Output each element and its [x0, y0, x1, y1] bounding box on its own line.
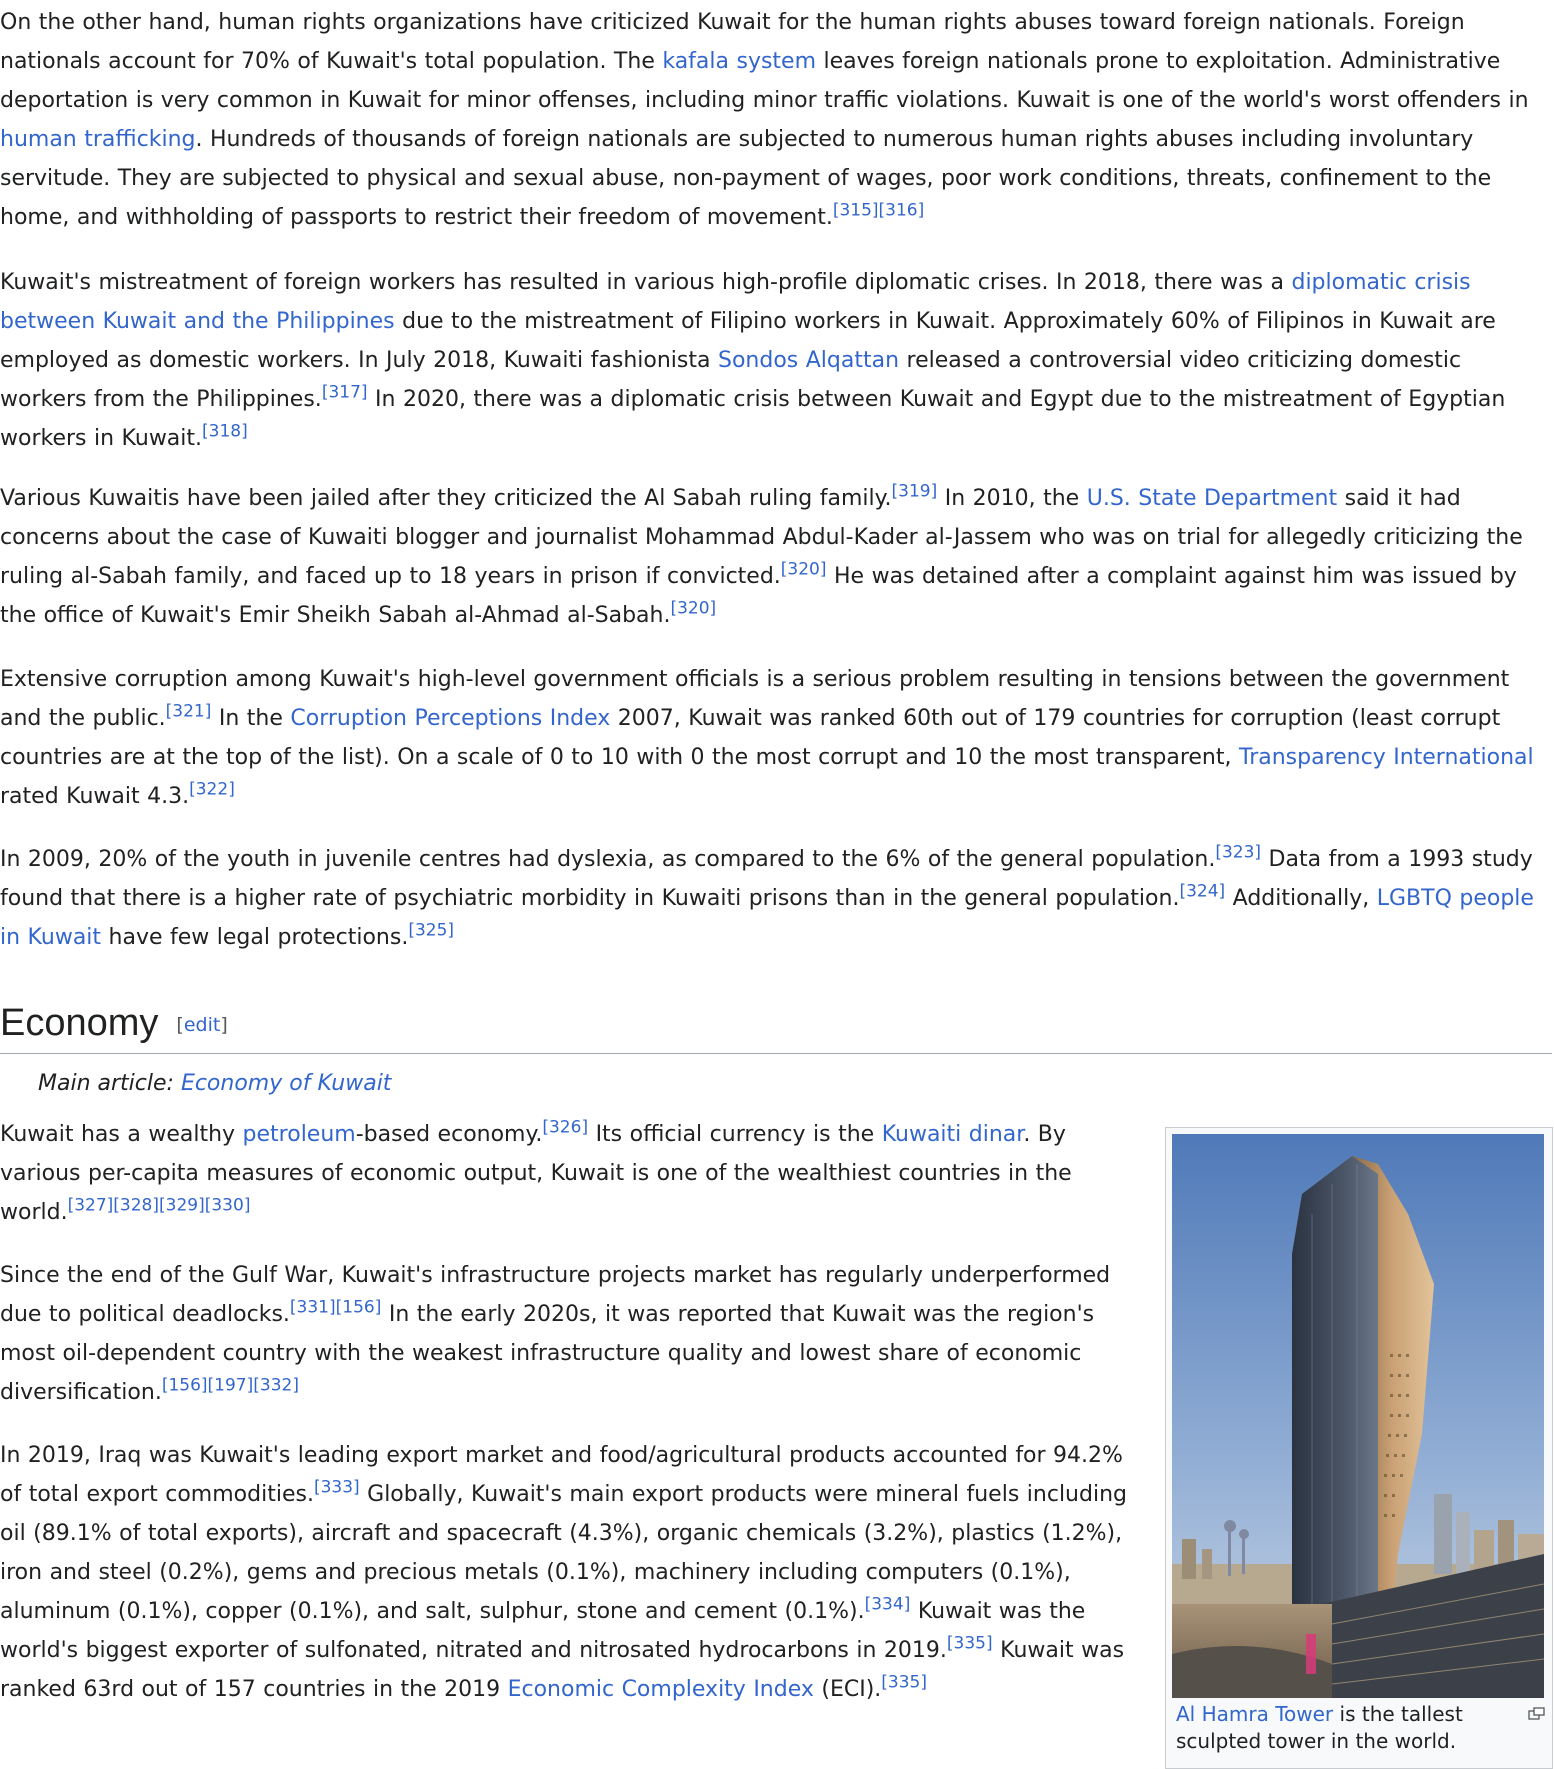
citation-335[interactable]: [335]	[881, 1672, 928, 1693]
figure-caption: Al Hamra Tower is the tallest sculpted tower in the world.	[1176, 1702, 1463, 1753]
paragraph-dyslexia: In 2009, 20% of the youth in juvenile centres had dyslexia, as compared to the 6% of the general population.[323] Data from a 1993 study found that there is a higher rate of psychiatric morbidity in Kuwaiti prisons than in the general population.[324] Additionally, LGBTQ people in Kuwait have few legal protections.[325]	[0, 842, 1534, 950]
citation-333[interactable]: [333]	[313, 1477, 360, 1498]
citation-332[interactable]: [332]	[253, 1375, 299, 1396]
citation-319[interactable]: [319]	[891, 481, 938, 502]
paragraph-wealthy-economy: Kuwait has a wealthy petroleum-based economy.[326] Its official currency is the Kuwaiti dinar. By various per-capita measures of economic output, Kuwait is one of the wealthiest countries in the world.[327][328][329][330]	[0, 1117, 1072, 1225]
citation-325[interactable]: [325]	[408, 920, 455, 941]
citation-316[interactable]: [316]	[878, 200, 925, 221]
link-kafala-system[interactable]: kafala system	[662, 49, 817, 74]
citation-320[interactable]: [320]	[780, 559, 827, 580]
citation-323[interactable]: [323]	[1215, 842, 1262, 863]
link-kuwaiti-dinar[interactable]: Kuwaiti dinar	[881, 1122, 1024, 1147]
paragraph-corruption: Extensive corruption among Kuwait's high-level government officials is a serious problem resulting in tensions between the government and the public.[321] In the Corruption Perceptions Index 2007, Kuwait was ranked 60th out of 179 countries for corruption (least corrupt countries are at the top of the list). On a scale of 0 to 10 with 0 the most corrupt and 10 the most transparent, Transparency International rated Kuwait 4.3.[322]	[0, 667, 1534, 809]
citation-156[interactable]: [156]	[161, 1375, 208, 1396]
link-economic-complexity-index[interactable]: Economic Complexity Index	[507, 1677, 814, 1702]
citation-156[interactable]: [156]	[335, 1297, 382, 1318]
link-sondos-alqattan[interactable]: Sondos Alqattan	[718, 348, 900, 373]
link-al-hamra-tower[interactable]: Al Hamra Tower	[1176, 1702, 1334, 1726]
citation-327[interactable]: [327]	[67, 1195, 114, 1216]
citation-317[interactable]: [317]	[321, 382, 368, 403]
paragraph-exports: In 2019, Iraq was Kuwait's leading export market and food/agricultural products accounted for 94.2% of total export commodities.[333] Globally, Kuwait's main export products were mineral fuels including oil (89.1% of total exports), aircraft and spacecraft (4.3%), organic chemicals (3.2%), plastics (1.2%), iron and steel (0.2%), gems and precious metals (0.1%), machinery including computers (0.1%), aluminum (0.1%), copper (0.1%), and salt, sulphur, stone and cement (0.1%).[334] Kuwait was the world's biggest exporter of sulfonated, nitrated and nitrosated hydrocarbons in 2019.[335] Kuwait was ranked 63rd out of 157 countries in the 2019 Economic Complexity Index (ECI).[335]	[0, 1443, 1127, 1702]
citation-324[interactable]: [324]	[1179, 881, 1226, 902]
hatnote-main-article: Main article: Economy of Kuwait	[38, 1071, 392, 1096]
paragraph-infrastructure: Since the end of the Gulf War, Kuwait's infrastructure projects market has regularly underperformed due to political deadlocks.[331][156] In the early 2020s, it was reported that Kuwait was the region's most oil-dependent country with the weakest infrastructure quality and lowest share of economic diversification.[156][197][332]	[0, 1263, 1111, 1405]
link-corruption-perceptions-index[interactable]: Corruption Perceptions Index	[290, 706, 611, 731]
citation-322[interactable]: [322]	[189, 779, 235, 800]
link-transparency-international[interactable]: Transparency International	[1238, 745, 1534, 770]
citation-334[interactable]: [334]	[864, 1594, 911, 1615]
citation-320[interactable]: [320]	[670, 598, 717, 619]
section-heading-economy	[0, 993, 1552, 1054]
edit-section: [edit]	[176, 1014, 228, 1036]
link-human-trafficking[interactable]: human trafficking	[0, 127, 196, 152]
link-diplomatic-crisis[interactable]: diplomatic crisis between Kuwait and the Philippines	[0, 270, 1471, 334]
figure-al-hamra-tower	[1165, 1127, 1553, 1769]
citation-315[interactable]: [315]	[832, 200, 879, 221]
paragraph-human-rights: On the other hand, human rights organizations have criticized Kuwait for the human rights abuses toward foreign nationals. Foreign nationals account for 70% of Kuwait's total population. The kafala system leaves foreign nationals prone to exploitation. Administrative deportation is very common in Kuwait for minor offenses, including minor traffic violations. Kuwait is one of the world's worst offenders in human trafficking. Hundreds of thousands of foreign nationals are subjected to numerous human rights abuses including involuntary servitude. They are subjected to physical and sexual abuse, non-payment of wages, poor work conditions, threats, confinement to the home, and withholding of passports to restrict their freedom of movement.[315][316]	[0, 10, 1529, 230]
tower-photo-svg	[1172, 1134, 1544, 1698]
citation-318[interactable]: [318]	[202, 421, 248, 442]
economy-text-column	[0, 1115, 1140, 1733]
paragraph-diplomatic-crises: Kuwait's mistreatment of foreign workers has resulted in various high-profile diplomatic crises. In 2018, there was a diplomatic crisis between Kuwait and the Philippines due to the mistreatment of Filipino workers in Kuwait. Approximately 60% of Filipinos in Kuwait are employed as domestic workers. In July 2018, Kuwaiti fashionista Sondos Alqattan released a controversial video criticizing domestic workers from the Philippines.[317] In 2020, there was a diplomatic crisis between Kuwait and Egypt due to the mistreatment of Egyptian workers in Kuwait.[318]	[0, 270, 1506, 451]
paragraph-jailed-critics: Various Kuwaitis have been jailed after they criticized the Al Sabah ruling family.[319] In 2010, the U.S. State Department said it had concerns about the case of Kuwaiti blogger and journalist Mohammad Abdul-Kader al-Jassem who was on trial for allegedly criticizing the ruling al-Sabah family, and faced up to 18 years in prison if convicted.[320] He was detained after a complaint against him was issued by the office of Kuwait's Emir Sheikh Sabah al-Ahmad al-Sabah.[320]	[0, 481, 1523, 628]
link-lgbtq-people-in-kuwait[interactable]: LGBTQ people in Kuwait	[0, 886, 1534, 950]
citation-335[interactable]: [335]	[946, 1633, 993, 1654]
link-economy-of-kuwait[interactable]: Economy of Kuwait	[180, 1071, 392, 1096]
citation-331[interactable]: [331]	[289, 1297, 336, 1318]
citation-329[interactable]: [329]	[159, 1195, 205, 1216]
citation-326[interactable]: [326]	[542, 1117, 589, 1138]
heading-title: Economy	[0, 1002, 159, 1044]
edit-link[interactable]: edit	[183, 1014, 221, 1036]
citation-197[interactable]: [197]	[207, 1375, 254, 1396]
link-petroleum[interactable]: petroleum	[242, 1122, 356, 1147]
citation-328[interactable]: [328]	[113, 1195, 160, 1216]
citation-330[interactable]: [330]	[204, 1195, 251, 1216]
magnify-icon[interactable]	[1528, 1706, 1546, 1722]
link-us-state-department[interactable]: U.S. State Department	[1086, 486, 1338, 511]
citation-321[interactable]: [321]	[165, 701, 212, 722]
al-hamra-tower-image[interactable]	[1172, 1134, 1544, 1698]
